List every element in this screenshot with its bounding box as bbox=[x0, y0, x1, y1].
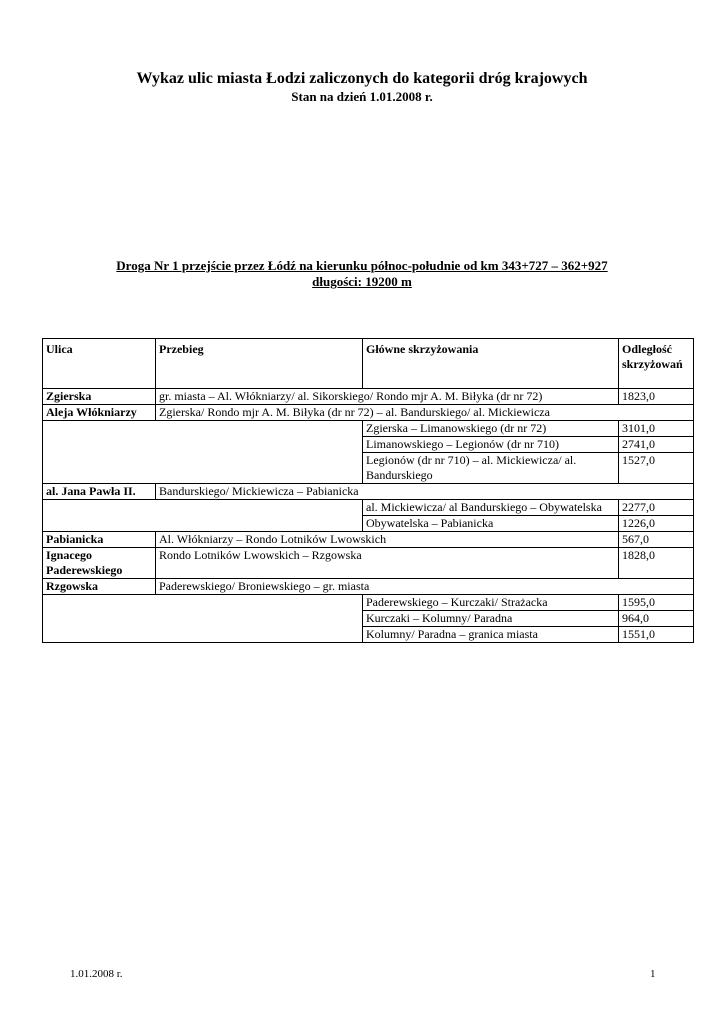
intersection-cell: Paderewskiego – Kurczaki/ Strażacka bbox=[363, 595, 619, 611]
route-cell: Al. Włókniarzy – Rondo Lotników Lwowskich bbox=[156, 532, 619, 548]
table-row bbox=[43, 595, 694, 611]
header-intersections: Główne skrzyżowania bbox=[363, 339, 619, 389]
table-row bbox=[43, 421, 694, 437]
header-route: Przebieg bbox=[156, 339, 363, 389]
table-row bbox=[43, 548, 694, 579]
street-cell: Aleja Włókniarzy bbox=[43, 405, 156, 421]
distance-cell: 2741,0 bbox=[619, 437, 694, 453]
distance-cell: 567,0 bbox=[619, 532, 694, 548]
footer-page-number: 1 bbox=[650, 968, 656, 980]
table-header-row bbox=[43, 339, 694, 389]
table-row bbox=[43, 389, 694, 405]
distance-cell: 1551,0 bbox=[619, 627, 694, 643]
document-title: Wykaz ulic miasta Łodzi zaliczonych do kategorii dróg krajowych bbox=[136, 70, 588, 87]
route-cell: Bandurskiego/ Mickiewicza – Pabianicka bbox=[156, 484, 694, 500]
intersection-cell: al. Mickiewicza/ al Bandurskiego – Obywatelska bbox=[363, 500, 619, 516]
distance-cell: 964,0 bbox=[619, 611, 694, 627]
route-cell: Rondo Lotników Lwowskich – Rzgowska bbox=[156, 548, 619, 579]
street-cell: Rzgowska bbox=[43, 579, 156, 595]
empty-cell bbox=[43, 421, 363, 484]
street-cell: Pabianicka bbox=[43, 532, 156, 548]
table-row bbox=[43, 579, 694, 595]
distance-cell: 1527,0 bbox=[619, 453, 694, 484]
intersection-cell: Kolumny/ Paradna – granica miasta bbox=[363, 627, 619, 643]
distance-cell: 1226,0 bbox=[619, 516, 694, 532]
header-distance: Odległość skrzyżowań bbox=[619, 339, 694, 389]
table-row bbox=[43, 500, 694, 516]
road-length: długości: 19200 m bbox=[312, 274, 412, 289]
distance-cell: 1823,0 bbox=[619, 389, 694, 405]
intersection-cell: Limanowskiego – Legionów (dr nr 710) bbox=[363, 437, 619, 453]
street-cell: al. Jana Pawła II. bbox=[43, 484, 156, 500]
table-row bbox=[43, 484, 694, 500]
intersection-cell: Legionów (dr nr 710) – al. Mickiewicza/ al. Bandurskiego bbox=[363, 453, 619, 484]
document-subtitle: Stan na dzień 1.01.2008 r. bbox=[291, 89, 433, 104]
header-street: Ulica bbox=[43, 339, 156, 389]
street-cell: Ignacego Paderewskiego bbox=[43, 548, 156, 579]
intersection-cell: Kurczaki – Kolumny/ Paradna bbox=[363, 611, 619, 627]
route-cell: Zgierska/ Rondo mjr A. M. Biłyka (dr nr 72) – al. Bandurskiego/ al. Mickiewicza bbox=[156, 405, 694, 421]
route-cell: gr. miasta – Al. Włókniarzy/ al. Sikorskiego/ Rondo mjr A. M. Biłyka (dr nr 72) bbox=[156, 389, 619, 405]
route-cell: Paderewskiego/ Broniewskiego – gr. miasta bbox=[156, 579, 694, 595]
table-row bbox=[43, 405, 694, 421]
table-row bbox=[43, 532, 694, 548]
distance-cell: 1828,0 bbox=[619, 548, 694, 579]
intersection-cell: Obywatelska – Pabianicka bbox=[363, 516, 619, 532]
street-cell: Zgierska bbox=[43, 389, 156, 405]
intersection-cell: Zgierska – Limanowskiego (dr nr 72) bbox=[363, 421, 619, 437]
road-title: Droga Nr 1 przejście przez Łódź na kierunku północ-południe od km 343+727 – 362+927 bbox=[116, 258, 608, 273]
distance-cell: 1595,0 bbox=[619, 595, 694, 611]
empty-cell bbox=[43, 500, 363, 532]
roads-table bbox=[42, 338, 694, 643]
distance-cell: 3101,0 bbox=[619, 421, 694, 437]
distance-cell: 2277,0 bbox=[619, 500, 694, 516]
empty-cell bbox=[43, 595, 363, 643]
footer-date: 1.01.2008 r. bbox=[70, 968, 123, 980]
